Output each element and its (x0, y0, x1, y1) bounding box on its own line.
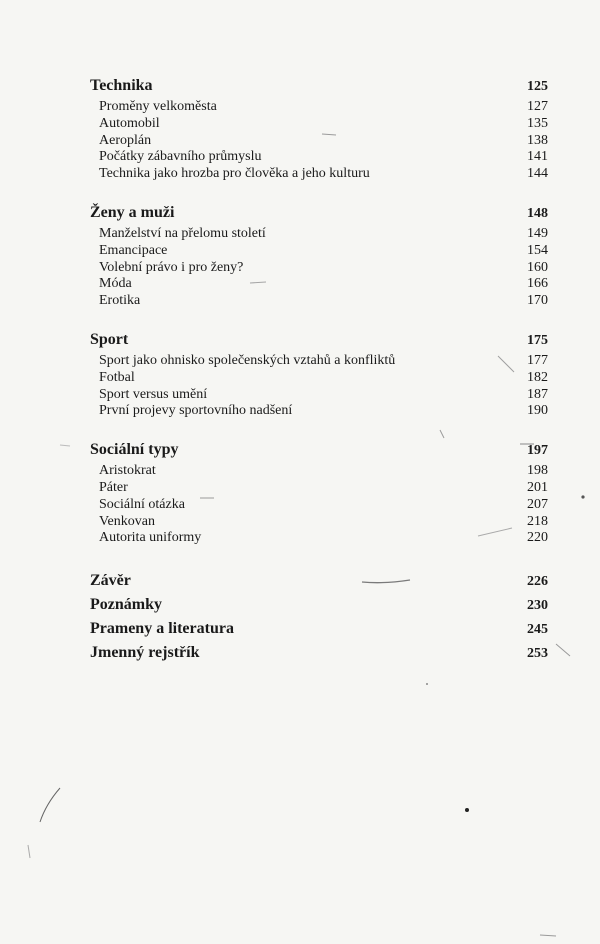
toc-closing-entry (90, 641, 548, 665)
toc-section-socialni-typy (90, 440, 548, 547)
entry-page-number: 218 (527, 513, 548, 529)
table-of-contents (90, 76, 548, 665)
entry-page-number: 177 (527, 352, 548, 368)
section-title: Sport (90, 330, 129, 348)
entry-page-number: 190 (527, 403, 548, 419)
entry-title: Aristokrat (99, 463, 156, 479)
entry-page-number: 220 (527, 530, 548, 546)
closing-title: Prameny a literatura (90, 620, 234, 638)
section-heading (90, 203, 548, 224)
toc-entry (90, 497, 548, 514)
section-page-number: 125 (527, 79, 548, 94)
toc-entry (90, 293, 548, 310)
toc-section-sport (90, 330, 548, 420)
entry-page-number: 144 (527, 166, 548, 182)
toc-closing-entry (90, 593, 548, 617)
section-title: Technika (90, 77, 153, 94)
toc-entry (90, 149, 548, 166)
section-heading (90, 330, 548, 351)
entry-page-number: 149 (527, 225, 548, 241)
entry-title: Sport versus umění (99, 386, 208, 402)
toc-closing-entry (90, 569, 548, 593)
entry-page-number: 198 (527, 463, 548, 479)
toc-entry (90, 116, 548, 133)
entry-page-number: 160 (527, 259, 548, 275)
entry-title: Erotika (99, 293, 141, 309)
toc-entry (90, 243, 548, 260)
entry-title: Fotbal (99, 369, 135, 385)
toc-entry (90, 530, 548, 547)
section-page-number: 175 (527, 332, 548, 348)
closing-title: Závěr (90, 572, 131, 590)
entry-title: První projevy sportovního nadšení (99, 403, 293, 419)
entry-page-number: 166 (527, 276, 548, 292)
toc-closing-entry (90, 617, 548, 641)
toc-entry (90, 226, 548, 243)
entry-page-number: 127 (527, 99, 548, 114)
toc-entry (90, 99, 548, 116)
entry-title: Technika jako hrozba pro člověka a jeho kulturu (99, 166, 370, 182)
section-title: Ženy a muži (90, 203, 175, 221)
entry-page-number: 154 (527, 242, 548, 258)
section-heading (90, 76, 548, 97)
entry-title: Manželství na přelomu století (99, 225, 266, 241)
entry-title: Venkovan (99, 513, 155, 529)
closing-page-number: 245 (527, 622, 548, 638)
toc-entry (90, 463, 548, 480)
toc-entry (90, 370, 548, 387)
entry-title: Emancipace (99, 242, 168, 258)
entry-title: Móda (99, 276, 132, 292)
toc-entry (90, 403, 548, 420)
entry-title: Počátky zábavního průmyslu (99, 149, 262, 165)
entry-page-number: 170 (527, 293, 548, 309)
entry-title: Aeroplán (99, 132, 152, 148)
entry-page-number: 207 (527, 496, 548, 512)
closing-page-number: 230 (527, 598, 548, 614)
toc-closing-sections (90, 569, 548, 665)
toc-entry (90, 480, 548, 497)
toc-entry (90, 133, 548, 150)
entry-page-number: 141 (527, 149, 548, 165)
entry-title: Sociální otázka (99, 496, 185, 512)
entry-page-number: 138 (527, 132, 548, 148)
section-title: Sociální typy (90, 441, 179, 459)
toc-entry (90, 353, 548, 370)
entry-title: Proměny velkoměsta (99, 99, 217, 114)
section-page-number: 197 (527, 443, 548, 459)
toc-entry (90, 387, 548, 404)
closing-page-number: 226 (527, 574, 548, 590)
closing-title: Jmenný rejstřík (90, 644, 200, 662)
entry-title: Automobil (99, 115, 160, 131)
toc-entry (90, 514, 548, 531)
entry-title: Autorita uniformy (99, 530, 202, 546)
closing-title: Poznámky (90, 596, 162, 614)
entry-page-number: 187 (527, 386, 548, 402)
closing-page-number: 253 (527, 646, 548, 662)
entry-page-number: 135 (527, 115, 548, 131)
entry-page-number: 201 (527, 479, 548, 495)
toc-section-technika (90, 76, 548, 183)
entry-title: Páter (99, 479, 128, 495)
toc-entry (90, 260, 548, 277)
entry-page-number: 182 (527, 369, 548, 385)
toc-entry (90, 166, 548, 183)
entry-title: Sport jako ohnisko společenských vztahů a konfliktů (99, 352, 396, 368)
toc-entry (90, 276, 548, 293)
section-page-number: 148 (527, 205, 548, 221)
entry-title: Volební právo i pro ženy? (99, 259, 244, 275)
section-heading (90, 440, 548, 461)
toc-section-zeny-a-muzi (90, 203, 548, 310)
